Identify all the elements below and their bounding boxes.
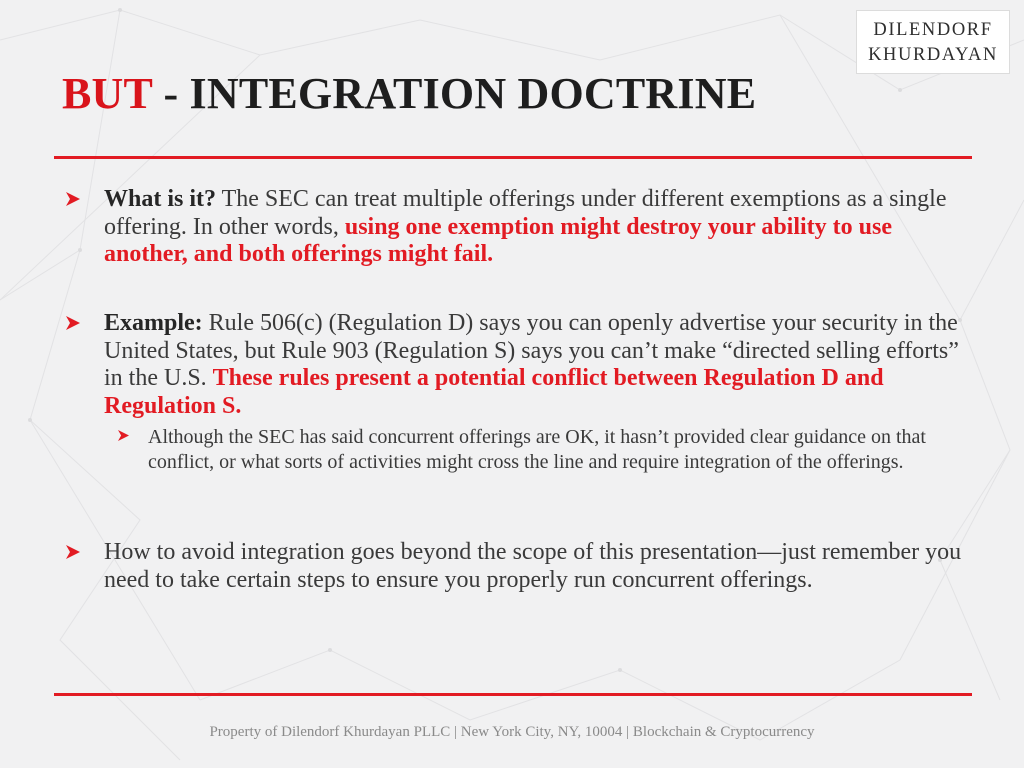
title-accent: BUT — [62, 69, 153, 118]
logo-line-2: KHURDAYAN — [868, 45, 998, 65]
bullet-body: The SEC can treat multiple offerings under different exemptions as a single offering. In other words, — [104, 186, 947, 240]
bullet-lead: Example: — [104, 310, 203, 336]
bullet-text: How to avoid integration goes beyond the scope of this presentation—just remember you need to take certain steps to ensure you properly run concurrent offerings. — [104, 539, 962, 593]
slide-title — [62, 68, 756, 119]
bullet-text — [104, 310, 966, 420]
sub-bullet-guidance — [118, 425, 958, 475]
firm-logo — [856, 10, 1010, 74]
footer-divider — [54, 693, 972, 696]
bullet-highlight: using one exemption might destroy your ability to use another, and both offerings might fail. — [104, 213, 892, 267]
title-text: - INTEGRATION DOCTRINE — [152, 69, 757, 118]
bullet-text — [104, 186, 966, 269]
arrowhead-bullet-icon — [118, 430, 129, 441]
bullet-lead: What is it? — [104, 186, 217, 212]
bullet-body: Rule 506(c) (Regulation D) says you can openly advertise your security in the United States, but Rule 903 (Regulation S) says you can’t make “directed selling efforts” in the U.S. — [104, 310, 959, 391]
arrowhead-bullet-icon — [66, 316, 80, 330]
arrowhead-bullet-icon — [66, 545, 80, 559]
bullet-what-is-it — [66, 186, 966, 269]
title-divider — [54, 156, 972, 159]
logo-line-1: DILENDORF — [873, 20, 993, 40]
slide-footer: Property of Dilendorf Khurdayan PLLC | New York City, NY, 10004 | Blockchain & Cryptocurrency — [209, 724, 815, 740]
bullet-example — [66, 310, 966, 420]
arrowhead-bullet-icon — [66, 192, 80, 206]
sub-bullet-text: Although the SEC has said concurrent offerings are OK, it hasn’t provided clear guidance on that conflict, or what sorts of activities might cross the line and require integration of the offerings. — [148, 426, 926, 473]
bullet-highlight: These rules present a potential conflict between Regulation D and Regulation S. — [104, 365, 884, 419]
bullet-avoid-integration — [66, 539, 966, 594]
